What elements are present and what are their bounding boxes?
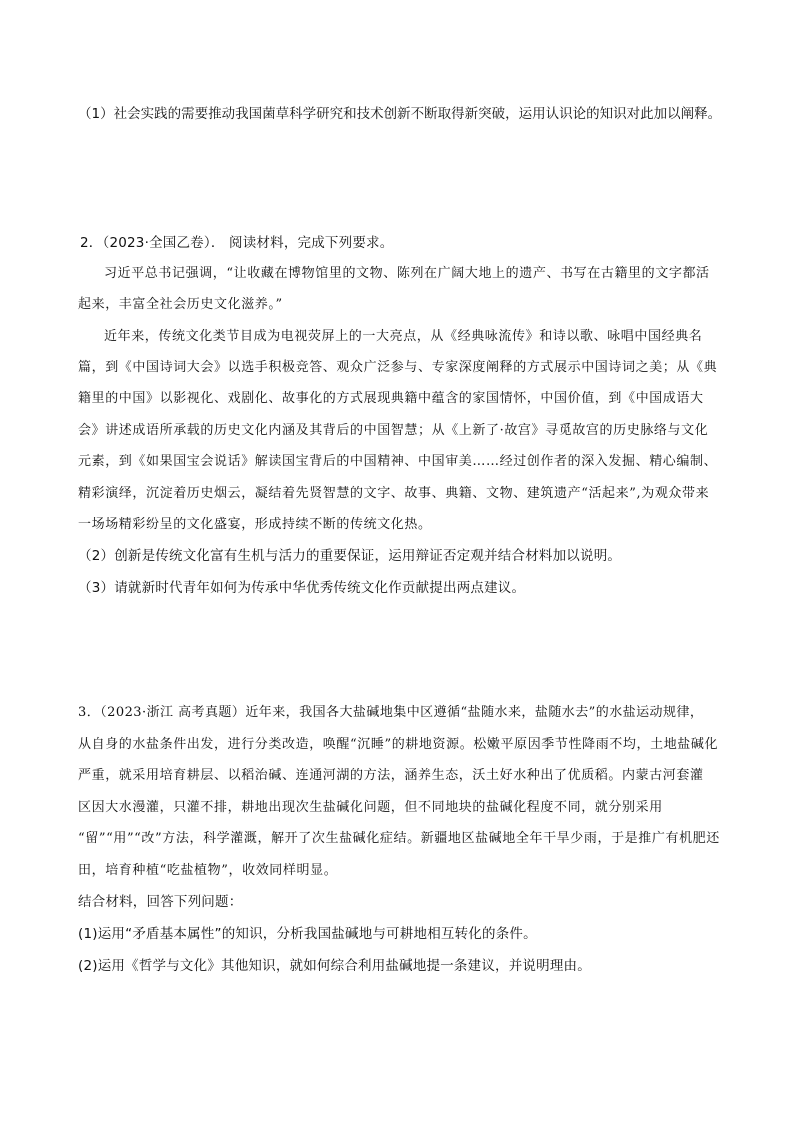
q2-material-line: 篇，到《中国诗词大会》以选手积极竞答、观众广泛参与、专家深度阐释的方式展示中国诗词之美；从《典	[78, 360, 718, 375]
q2-material-line: 近年来，传统文化类节目成为电视荧屏上的一大亮点，从《经典咏流传》和诗以歌、咏唱中国经典名	[104, 329, 703, 344]
q3-prompt: 结合材料，回答下列问题：	[78, 894, 243, 910]
q3-material-line: 从自身的水盐条件出发，进行分类改造，唤醒“沉睡”的耕地资源。松嫩平原因季节性降雨不均，土地盐碱化	[78, 737, 719, 752]
q2-material-line: 会》讲述成语所承载的历史文化内涵及其背后的中国智慧；从《上新了·故宫》寻觅故宫的历史脉络与文化	[78, 423, 709, 438]
q3-subquestion-2: (2)运用《哲学与文化》其他知识，就如何综合利用盐碱地提一条建议，并说明理由。	[78, 958, 591, 974]
q2-material-line: 元素，到《如果国宝会说话》解读国宝背后的中国精神、中国审美……经过创作者的深入发掘、精心编制、	[78, 454, 718, 469]
q2-material-line: 精彩演绎，沉淀着历史烟云，凝结着先贤智慧的文字、故事、典籍、文物、建筑遗产“活起来”,为观众带来	[78, 486, 710, 501]
q1-subquestion-1: （1）社会实践的需要推动我国菌草科学研究和技术创新不断取得新突破，运用认识论的知识对此加以阐释。	[78, 106, 722, 122]
q2-material-line: 一场场精彩纷呈的文化盛宴，形成持续不断的传统文化热。	[78, 517, 432, 532]
q3-material-line: 3．（2023·浙江 高考真题）近年来，我国各大盐碱地集中区遵循“盐随水来，盐随水去”的水盐运动规律，	[78, 705, 704, 720]
q3-material-line: 田，培育种植“吃盐植物”，收效同样明显。	[78, 863, 338, 878]
q2-heading: 2．（2023·全国乙卷）． 阅读材料，完成下列要求。	[80, 235, 394, 251]
q2-subquestion-2: （2）创新是传统文化富有生机与活力的重要保证，运用辩证否定观并结合材料加以说明。	[78, 548, 622, 564]
q3-material-line: 严重，就采用培育耕层、以稻治碱、连通河湖的方法，涵养生态，沃土好水种出了优质稻。内蒙古河套灌	[78, 768, 704, 783]
q3-subquestion-1: (1)运用“矛盾基本属性”的知识，分析我国盐碱地与可耕地相互转化的条件。	[78, 926, 537, 942]
q2-subquestion-3: （3）请就新时代青年如何为传承中华优秀传统文化作贡献提出两点建议。	[78, 580, 526, 596]
q2-material-line: 习近平总书记强调，“让收藏在博物馆里的文物、陈列在广阔大地上的遗产、书写在古籍里的文字都活	[104, 266, 710, 281]
q3-material-line: “留”“用”“改”方法，科学灌溉，解开了次生盐碱化症结。新疆地区盐碱地全年干旱少雨，于是推广有机肥还	[78, 831, 720, 846]
q3-material-line: 区因大水漫灌，只灌不排，耕地出现次生盐碱化问题，但不同地块的盐碱化程度不同，就分别采用	[78, 800, 663, 815]
q2-material-line: 籍里的中国》以影视化、戏剧化、故事化的方式展现典籍中蕴含的家国情怀，中国价值，到《中国成语大	[78, 391, 704, 406]
q2-material-line: 起来，丰富全社会历史文化滋养。”	[78, 297, 283, 312]
